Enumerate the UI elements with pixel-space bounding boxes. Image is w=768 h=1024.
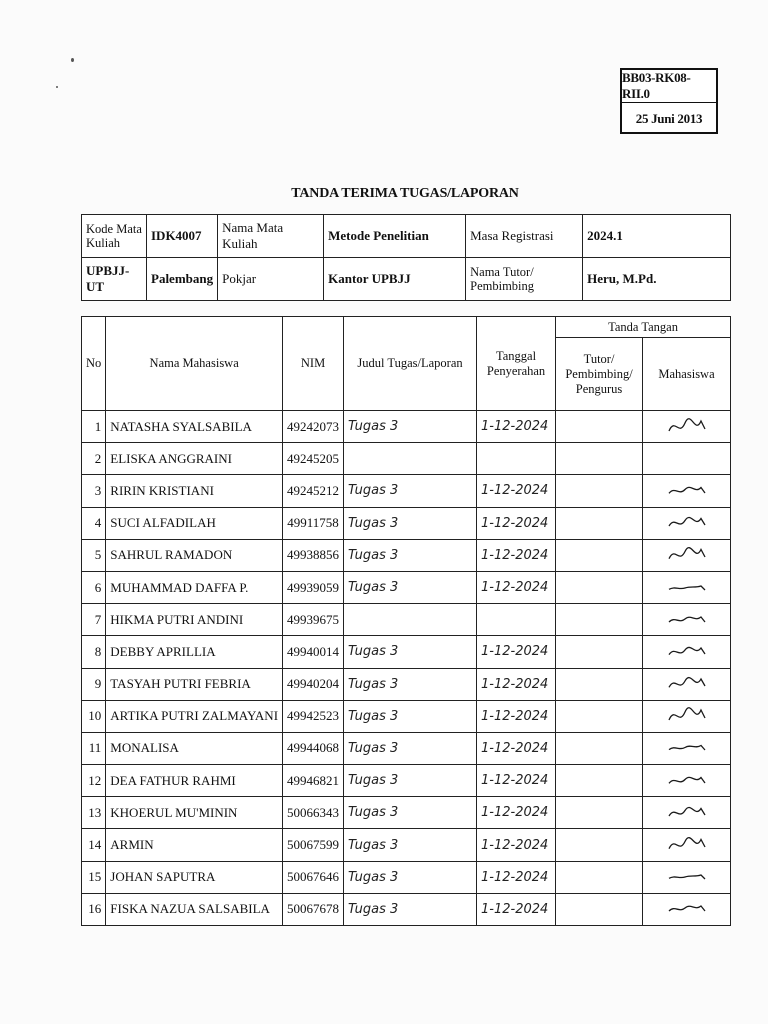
row-tanggal: 1-12-2024: [477, 668, 556, 700]
row-nama: ELISKA ANGGRAINI: [106, 443, 283, 475]
row-tanggal: 1-12-2024: [477, 411, 556, 443]
masa-registrasi-label: Masa Registrasi: [466, 215, 583, 258]
row-no: 1: [82, 411, 106, 443]
row-nama: NATASHA SYALSABILA: [106, 411, 283, 443]
row-student-signature: [643, 732, 731, 764]
row-tutor-signature: [556, 636, 643, 668]
document-title: TANDA TERIMA TUGAS/LAPORAN: [291, 186, 519, 201]
row-tanggal: 1-12-2024: [477, 636, 556, 668]
row-tutor-signature: [556, 604, 643, 636]
nama-mk-value: Metode Penelitian: [324, 215, 466, 258]
table-row: [82, 797, 731, 829]
table-row: [82, 411, 731, 443]
row-judul: Tugas 3: [344, 507, 477, 539]
document-code-box: [620, 68, 718, 134]
row-tutor-signature: [556, 861, 643, 893]
row-nim: 50066343: [283, 797, 344, 829]
row-nim: 49946821: [283, 765, 344, 797]
row-judul: Tugas 3: [344, 829, 477, 861]
row-no: 9: [82, 668, 106, 700]
signature-scribble: [665, 704, 709, 728]
row-tanggal: 1-12-2024: [477, 732, 556, 764]
row-nim: 49942523: [283, 700, 344, 732]
course-info-row: [82, 215, 731, 258]
scan-speck: [71, 58, 74, 62]
row-judul: Tugas 3: [344, 475, 477, 507]
kode-mk-label: Kode Mata Kuliah: [82, 215, 147, 258]
row-no: 5: [82, 539, 106, 571]
row-tutor-signature: [556, 507, 643, 539]
row-no: 2: [82, 443, 106, 475]
row-judul: Tugas 3: [344, 668, 477, 700]
table-row: [82, 765, 731, 797]
row-student-signature: [643, 765, 731, 797]
signature-scribble: [665, 415, 709, 439]
row-no: 7: [82, 604, 106, 636]
row-nama: DEBBY APRILLIA: [106, 636, 283, 668]
header-mahasiswa: Mahasiswa: [643, 338, 731, 411]
row-student-signature: [643, 411, 731, 443]
row-student-signature: [643, 507, 731, 539]
row-nama: RIRIN KRISTIANI: [106, 475, 283, 507]
header-judul: Judul Tugas/Laporan: [344, 317, 477, 411]
signature-scribble: [665, 576, 709, 600]
row-judul: Tugas 3: [344, 539, 477, 571]
row-tanggal: 1-12-2024: [477, 700, 556, 732]
row-nim: 49940014: [283, 636, 344, 668]
table-row: [82, 571, 731, 603]
course-info-table: [81, 214, 731, 301]
row-nama: DEA FATHUR RAHMI: [106, 765, 283, 797]
upbjj-info-row: [82, 258, 731, 301]
row-student-signature: [643, 571, 731, 603]
row-nama: MUHAMMAD DAFFA P.: [106, 571, 283, 603]
signature-scribble: [665, 479, 709, 503]
row-student-signature: [643, 797, 731, 829]
pokjar-value: Kantor UPBJJ: [324, 258, 466, 301]
row-nim: 50067678: [283, 893, 344, 925]
upbjj-label: UPBJJ-UT: [82, 258, 147, 301]
row-nama: KHOERUL MU'MININ: [106, 797, 283, 829]
row-student-signature: [643, 475, 731, 507]
row-tanggal: 1-12-2024: [477, 797, 556, 829]
table-row: [82, 861, 731, 893]
row-no: 3: [82, 475, 106, 507]
row-nim: 49938856: [283, 539, 344, 571]
row-nama: ARMIN: [106, 829, 283, 861]
signature-scribble: [665, 640, 709, 664]
header-tutor: Tutor/ Pembimbing/ Pengurus: [556, 338, 643, 411]
row-nama: SAHRUL RAMADON: [106, 539, 283, 571]
nama-mk-label: Nama Mata Kuliah: [218, 215, 324, 258]
row-no: 12: [82, 765, 106, 797]
signature-scribble: [665, 511, 709, 535]
row-tutor-signature: [556, 443, 643, 475]
table-row: [82, 668, 731, 700]
row-no: 6: [82, 571, 106, 603]
row-no: 10: [82, 700, 106, 732]
row-no: 13: [82, 797, 106, 829]
row-tutor-signature: [556, 797, 643, 829]
masa-registrasi-value: 2024.1: [583, 215, 731, 258]
row-student-signature: [643, 604, 731, 636]
row-no: 8: [82, 636, 106, 668]
row-tanggal: 1-12-2024: [477, 893, 556, 925]
row-tanggal: 1-12-2024: [477, 829, 556, 861]
row-tutor-signature: [556, 411, 643, 443]
table-row: [82, 700, 731, 732]
row-tutor-signature: [556, 765, 643, 797]
header-no: No: [82, 317, 106, 411]
row-tanggal: [477, 443, 556, 475]
row-judul: Tugas 3: [344, 765, 477, 797]
submission-table: [81, 316, 731, 926]
document-date: 25 Juni 2013: [622, 102, 716, 135]
scan-speck: [56, 86, 58, 88]
row-judul: Tugas 3: [344, 797, 477, 829]
signature-scribble: [665, 769, 709, 793]
row-no: 16: [82, 893, 106, 925]
row-tanggal: 1-12-2024: [477, 507, 556, 539]
header-nama: Nama Mahasiswa: [106, 317, 283, 411]
row-nim: 50067646: [283, 861, 344, 893]
row-nama: MONALISA: [106, 732, 283, 764]
signature-scribble: [665, 543, 709, 567]
row-tanggal: [477, 604, 556, 636]
row-judul: Tugas 3: [344, 700, 477, 732]
row-student-signature: [643, 893, 731, 925]
row-tutor-signature: [556, 732, 643, 764]
row-tutor-signature: [556, 539, 643, 571]
row-nama: SUCI ALFADILAH: [106, 507, 283, 539]
table-header-row: [82, 317, 731, 338]
row-tanggal: 1-12-2024: [477, 539, 556, 571]
row-judul: Tugas 3: [344, 861, 477, 893]
row-nim: 50067599: [283, 829, 344, 861]
row-nama: ARTIKA PUTRI ZALMAYANI: [106, 700, 283, 732]
row-tutor-signature: [556, 668, 643, 700]
pokjar-label: Pokjar: [218, 258, 324, 301]
tutor-label: Nama Tutor/ Pembimbing: [466, 258, 583, 301]
table-row: [82, 829, 731, 861]
row-nim: 49245205: [283, 443, 344, 475]
row-tutor-signature: [556, 571, 643, 603]
table-row: [82, 636, 731, 668]
row-nim: 49911758: [283, 507, 344, 539]
upbjj-value: Palembang: [147, 258, 218, 301]
row-tanggal: 1-12-2024: [477, 765, 556, 797]
table-row: [82, 732, 731, 764]
row-judul: [344, 604, 477, 636]
row-tutor-signature: [556, 475, 643, 507]
row-judul: Tugas 3: [344, 893, 477, 925]
row-tutor-signature: [556, 700, 643, 732]
row-no: 14: [82, 829, 106, 861]
header-tanda-tangan: Tanda Tangan: [556, 317, 731, 338]
row-tanggal: 1-12-2024: [477, 475, 556, 507]
row-tutor-signature: [556, 829, 643, 861]
row-student-signature: [643, 861, 731, 893]
row-nim: 49242073: [283, 411, 344, 443]
row-no: 11: [82, 732, 106, 764]
table-row: [82, 604, 731, 636]
row-judul: [344, 443, 477, 475]
row-judul: Tugas 3: [344, 636, 477, 668]
row-nim: 49939675: [283, 604, 344, 636]
row-tanggal: 1-12-2024: [477, 571, 556, 603]
row-nama: HIKMA PUTRI ANDINI: [106, 604, 283, 636]
row-tanggal: 1-12-2024: [477, 861, 556, 893]
signature-scribble: [665, 833, 709, 857]
row-tutor-signature: [556, 893, 643, 925]
row-student-signature: [643, 668, 731, 700]
row-student-signature: [643, 700, 731, 732]
table-row: [82, 443, 731, 475]
row-nama: TASYAH PUTRI FEBRIA: [106, 668, 283, 700]
row-nim: 49245212: [283, 475, 344, 507]
signature-scribble: [665, 897, 709, 921]
table-row: [82, 893, 731, 925]
table-row: [82, 475, 731, 507]
row-no: 15: [82, 861, 106, 893]
signature-scribble: [665, 672, 709, 696]
kode-mk-value: IDK4007: [147, 215, 218, 258]
row-no: 4: [82, 507, 106, 539]
row-judul: Tugas 3: [344, 732, 477, 764]
tutor-value: Heru, M.Pd.: [583, 258, 731, 301]
row-judul: Tugas 3: [344, 411, 477, 443]
row-nim: 49940204: [283, 668, 344, 700]
row-student-signature: [643, 443, 731, 475]
signature-scribble: [665, 736, 709, 760]
row-student-signature: [643, 829, 731, 861]
table-row: [82, 539, 731, 571]
row-student-signature: [643, 636, 731, 668]
table-row: [82, 507, 731, 539]
document-code: BB03-RK08-RII.0: [622, 70, 691, 101]
row-student-signature: [643, 539, 731, 571]
row-judul: Tugas 3: [344, 571, 477, 603]
header-nim: NIM: [283, 317, 344, 411]
row-nim: 49944068: [283, 732, 344, 764]
header-tanggal: Tanggal Penyerahan: [477, 317, 556, 411]
signature-scribble: [665, 865, 709, 889]
row-nama: FISKA NAZUA SALSABILA: [106, 893, 283, 925]
row-nim: 49939059: [283, 571, 344, 603]
signature-scribble: [665, 608, 709, 632]
row-nama: JOHAN SAPUTRA: [106, 861, 283, 893]
signature-scribble: [665, 801, 709, 825]
